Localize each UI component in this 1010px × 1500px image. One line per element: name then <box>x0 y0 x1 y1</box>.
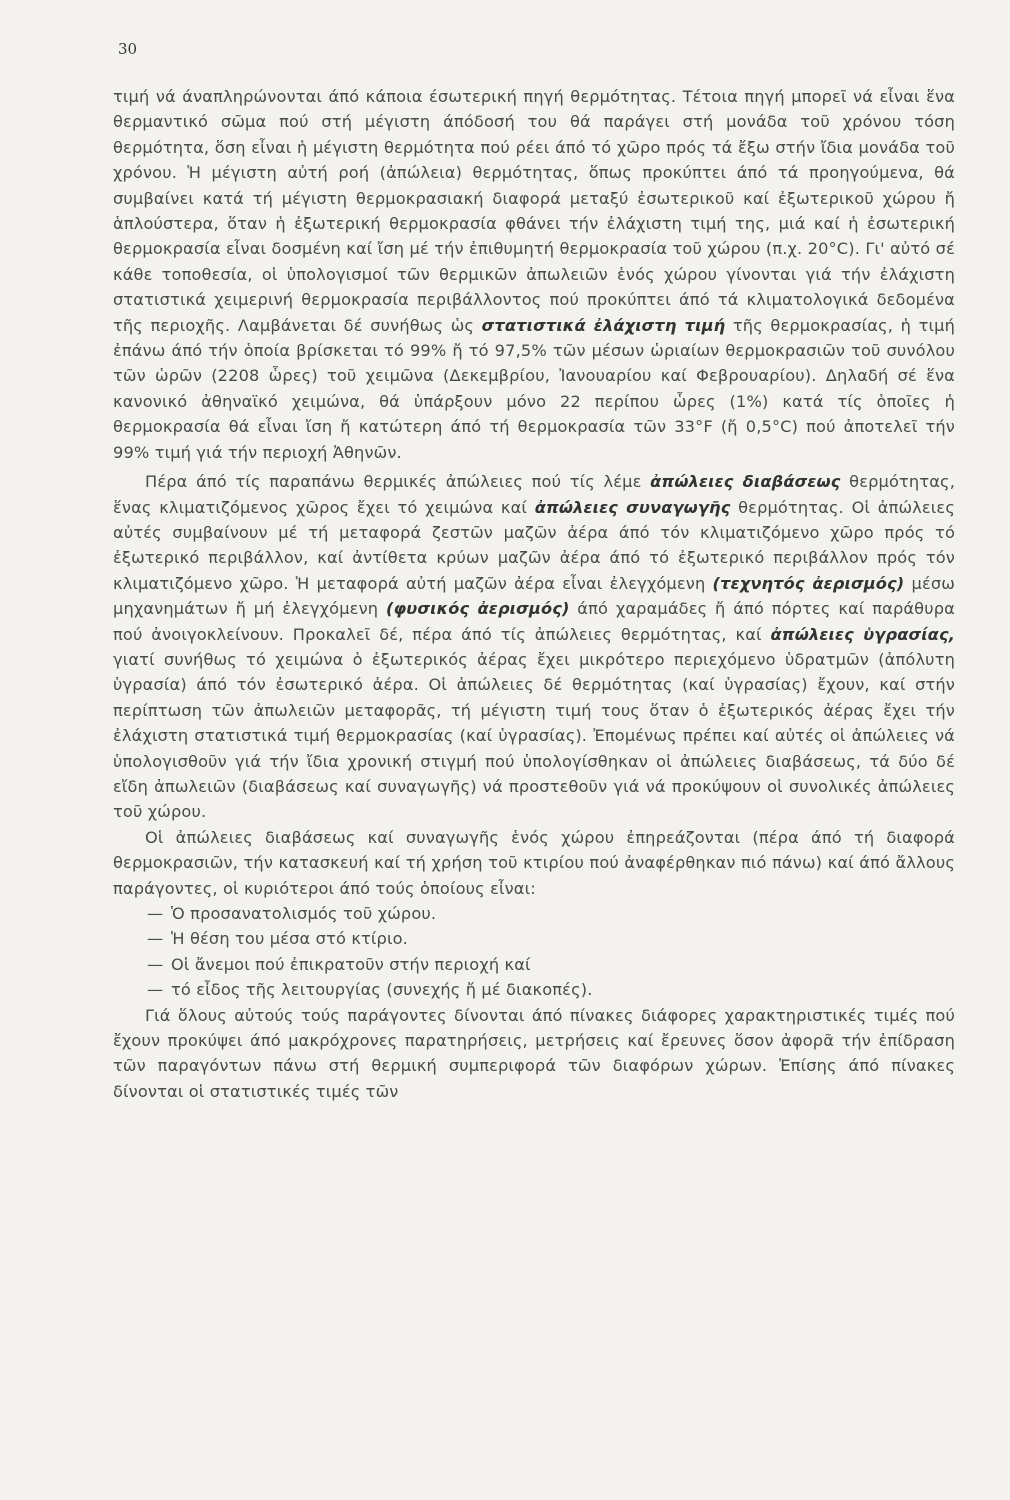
paragraph-2-text-d: μέσω μηχανημάτων ἤ μή ἐλεγχόμενη <box>113 573 956 619</box>
list-dash: — <box>147 980 164 1000</box>
term-mechanical-ventilation: (τεχνητός ἀερισμός) <box>712 573 905 593</box>
paragraph-1-text-b: τῆς θερμοκρασίας, ἡ τιμή ἐπάνω άπό τήν ὁποία βρίσκεται τό 99% ἤ τό 97,5% τῶν μέσων ὡριαίων θερμοκρασιῶν τοῦ συνόλου τῶν ὡρῶν (2208 ὧρες) τοῦ χειμῶνα (Δεκεμβρίου, Ἰανουαρίου καί Φεβρουαρίου). Δηλαδή σέ ἕνα κανονικό ἀθηναϊκό χειμώνα, θά ὑπάρξουν μόνο 22 περίπου ὧρες (1%) κατά τίς ὁποῖες ἡ θερμοκρασία θά εἶναι ἴση ἤ κατώτερη άπό τή θερμοκρασία τῶν 33°F (ἤ 0,5°C) πού ἀποτελεῖ τήν 99% τιμή γιά τήν περιοχή Ἀθηνῶν. <box>113 315 955 462</box>
list-item <box>113 977 955 1002</box>
list-item-text: τό εἶδος τῆς λειτουργίας (συνεχής ἤ μέ διακοπές). <box>171 980 593 1000</box>
term-convection-losses: ἀπώλειες συναγωγῆς <box>534 497 731 517</box>
term-statistical-minimum: στατιστικά ἐλάχιστη τιμή <box>481 315 726 335</box>
page-number: 30 <box>118 40 138 58</box>
paragraph-2-text-a: Πέρα άπό τίς παραπάνω θερμικές ἀπώλειες πού τίς λέμε <box>145 472 642 492</box>
paragraph-1-text-a: τιμή νά άναπληρώνονται άπό κάποια έσωτερική πηγή θερμότητας. Τέτοια πηγή μπορεῖ νά εἶναι ἕνα θερμαντικό σῶμα πού στή μέγιστη άπόδοσή του θά παράγει στή μονάδα τοῦ χρόνου τόση θερμότητα, ὅση εἶναι ἡ μέγιστη θερμότητα πού ρέει άπό τό χῶρο πρός τά ἔξω στήν ἴδια μονάδα τοῦ χρόνου. Ἡ μέγιστη αὐτή ροή (ἀπώλεια) θερμότητας, ὅπως προκύπτει άπό τά προηγούμενα, θά συμβαίνει κατά τή μέγιστη θερμοκρασιακή διαφορά μεταξύ ἐσωτερικοῦ καί ἐξωτερικοῦ χώρου ἤ ἁπλούστερα, ὅταν ἡ ἐξωτερική θερμοκρασία φθάνει τήν ἐλάχιστη τιμή της, μιά καί ἡ ἐσωτερική θερμοκρασία εἶναι δοσμένη καί ἴση μέ τήν ἐπιθυμητή θερμοκρασία τοῦ χώρου (π.χ. 20°C). Γι' αὐτό σέ κάθε τοποθεσία, οἱ ὑπολογισμοί τῶν θερμικῶν ἀπωλειῶν ἑνός χώρου γίνονται γιά τήν ἐλάχιστη στατιστικά χειμερινή θερμοκρασία περιβάλλοντος πού προκύπτει άπό τά κλιματολογικά δεδομένα τῆς περιοχῆς. Λαμβάνεται δέ συνήθως ὡς <box>113 87 955 335</box>
list-item-text: Ὁ προσανατολισμός τοῦ χώρου. <box>171 904 437 923</box>
paragraph-2-text-e: άπό χαραμάδες ἤ άπό πόρτες καί παράθυρα πού ἀνοιγοκλείνουν. Προκαλεῖ δέ, πέρα άπό τίς ἀπώλειες θερμότητας, καί <box>113 599 956 644</box>
term-transmission-losses: ἀπώλειες διαβάσεως <box>650 472 841 492</box>
list-dash: — <box>147 954 164 974</box>
paragraph-2-text-c: θερμότητας. Οἱ ἀπώλειες αὐτές συμβαίνουν μέ τή μεταφορά ζεστῶν μαζῶν ἀέρα άπό τόν κλιματιζόμενο χῶρο πρός τό ἐξωτερικό περιβάλλον, καί ἀντίθετα κρύων μαζῶν ἀέρα άπό τό ἐξωτερικό περιβάλλον πρός τόν κλιματιζόμενο χῶρο. Ἡ μεταφορά αὐτή μαζῶν ἀέρα εἶναι ἐλεγχόμενη <box>113 497 955 593</box>
list-item-text: Οἱ ἄνεμοι πού ἐπικρατοῦν στήν περιοχή καί <box>171 954 531 974</box>
paragraph-2-text-f: γιατί συνήθως τό χειμώνα ὁ ἐξωτερικός ἀέρας ἔχει μικρότερο περιεχόμενο ὑδρατμῶν (ἀπόλυτη ὑγρασία) άπό τόν ἐσωτερικό ἀέρα. Οἱ ἀπώλειες δέ θερμότητας (καί ὑγρασίας) ἔχουν, καί στήν περίπτωση τῶν ἀπωλειῶν μεταφορᾶς, τή μέγιστη τιμή τους ὅταν ὁ ἐξωτερικός ἀέρας ἔχει τήν ἐλάχιστη στατιστικά τιμή θερμοκρασίας (καί ὑγρασίας). Ἐπομένως πρέπει καί αὐτές οἱ ἀπώλειες νά ὑπολογισθοῦν γιά τήν ἴδια χρονική στιγμή πού ὑπολογίσθηκαν οἱ ἀπώλειες διαβάσεως, τά δύο δέ εἴδη ἀπωλειῶν (διαβάσεως καί συναγωγῆς) νά προστεθοῦν γιά νά προκύψουν οἱ συνολικές ἀπώλειες τοῦ χώρου. <box>113 649 955 822</box>
list-item <box>113 901 955 926</box>
term-humidity-losses: ἀπώλειες ὑγρασίας, <box>770 624 955 644</box>
list-dash: — <box>147 904 164 923</box>
list-item <box>113 926 955 951</box>
paragraph-2-text-b: θερμότητας, ἕνας κλιματιζόμενος χῶρος ἔχει τό χειμώνα καί <box>113 472 955 517</box>
factor-list <box>113 901 955 1003</box>
page-body <box>113 84 955 1104</box>
paragraph-1 <box>113 84 955 465</box>
term-natural-ventilation: (φυσικός ἀερισμός) <box>385 599 570 619</box>
paragraph-4: Γιά ὅλους αὐτούς τούς παράγοντες δίνονται άπό πίνακες διάφορες χαρακτηριστικές τιμές πού ἔχουν προκύψει άπό μακρόχρονες παρατηρήσεις, μετρήσεις καί ἔρευνες ὅσον ἀφορᾶ τήν ἐπίδραση τῶν παραγόντων πάνω στή θερμική συμπεριφορά τῶν διαφόρων χώρων. Ἐπίσης άπό πίνακες δίνονται οἱ στατιστικές τιμές τῶν <box>113 1005 955 1101</box>
list-item-text: Ἡ θέση του μέσα στό κτίριο. <box>171 929 408 949</box>
paragraph-3: Οἱ ἀπώλειες διαβάσεως καί συναγωγῆς ἑνός χώρου ἐπηρεάζονται (πέρα άπό τή διαφορά θερμοκρασιῶν, τήν κατασκευή καί τή χρήση τοῦ κτιρίου πού ἀναφέρθηκαν πιό πάνω) καί άπό ἄλλους παράγοντες, οἱ κυριότεροι άπό τούς ὁποίους εἶναι: <box>113 827 955 898</box>
paragraph-2 <box>113 469 955 825</box>
list-item <box>113 952 955 977</box>
list-dash: — <box>147 929 164 949</box>
